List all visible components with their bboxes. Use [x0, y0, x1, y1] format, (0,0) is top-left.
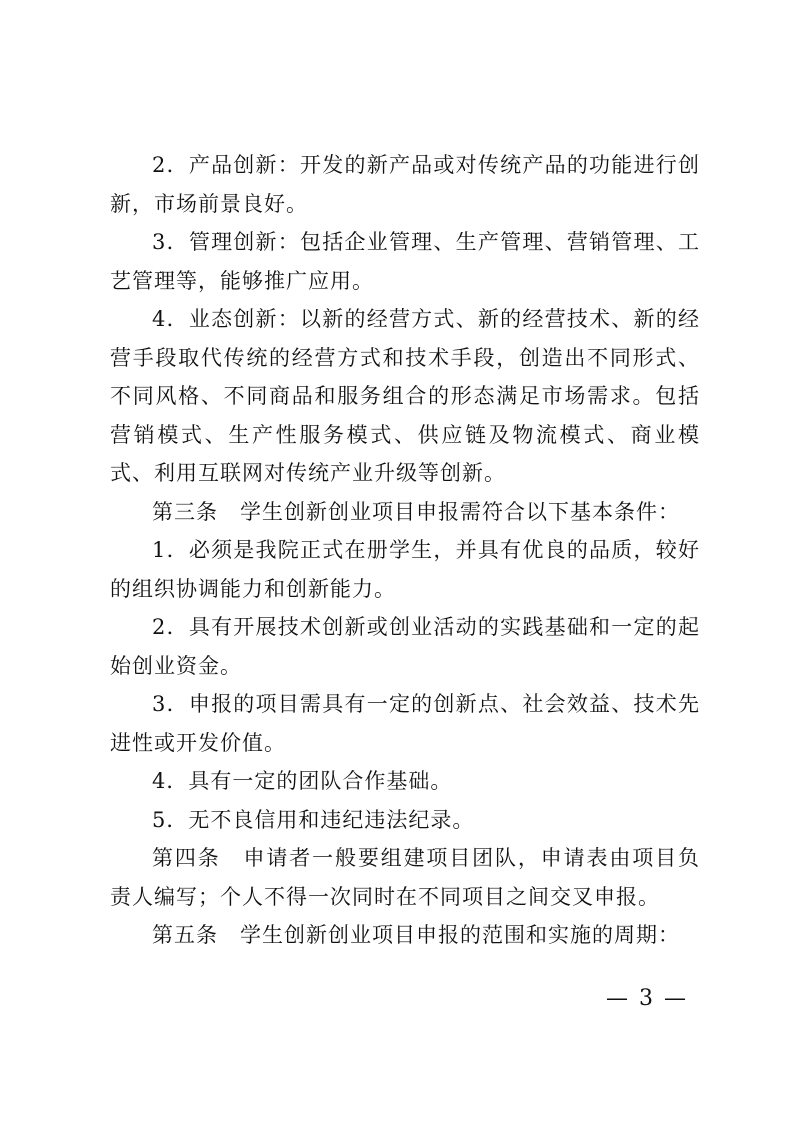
paragraph-condition-five: 5．无不良信用和违纪违法纪录。 [152, 807, 475, 832]
page-number: — 3 — [606, 986, 688, 1011]
paragraph-condition-three: 3．申报的项目需具有一定的创新点、社会效益、技术先进性或开发价值。 [110, 692, 700, 755]
paragraph-article-four: 第四条 申请者一般要组建项目团队，申请表由项目负责人编写；个人不得一次同时在不同项目之间交叉申报。 [110, 846, 700, 909]
paragraph-condition-four: 4．具有一定的团队合作基础。 [152, 769, 453, 793]
paragraph-condition-one: 1．必须是我院正式在册学生，并具有优良的品质，较好的组织协调能力和创新能力。 [110, 538, 700, 601]
paragraph-management-innovation: 3．管理创新：包括企业管理、生产管理、营销管理、工艺管理等，能够推广应用。 [110, 230, 700, 293]
document-body [110, 146, 700, 955]
paragraph-business-format-innovation: 4．业态创新：以新的经营方式、新的经营技术、新的经营手段取代传统的经营方式和技术手段，创造出不同形式、不同风格、不同商品和服务组合的形态满足市场需求。包括营销模式、生产性服务模式、供应链及物流模式、商业模式、利用互联网对传统产业升级等创新。 [110, 307, 700, 485]
paragraph-condition-two: 2．具有开展技术创新或创业活动的实践基础和一定的起始创业资金。 [110, 615, 700, 678]
paragraph-article-five: 第五条 学生创新创业项目申报的范围和实施的周期： [152, 923, 680, 947]
paragraph-article-three: 第三条 学生创新创业项目申报需符合以下基本条件： [152, 499, 680, 524]
paragraph-product-innovation: 2．产品创新：开发的新产品或对传统产品的功能进行创新，市场前景良好。 [110, 153, 700, 216]
